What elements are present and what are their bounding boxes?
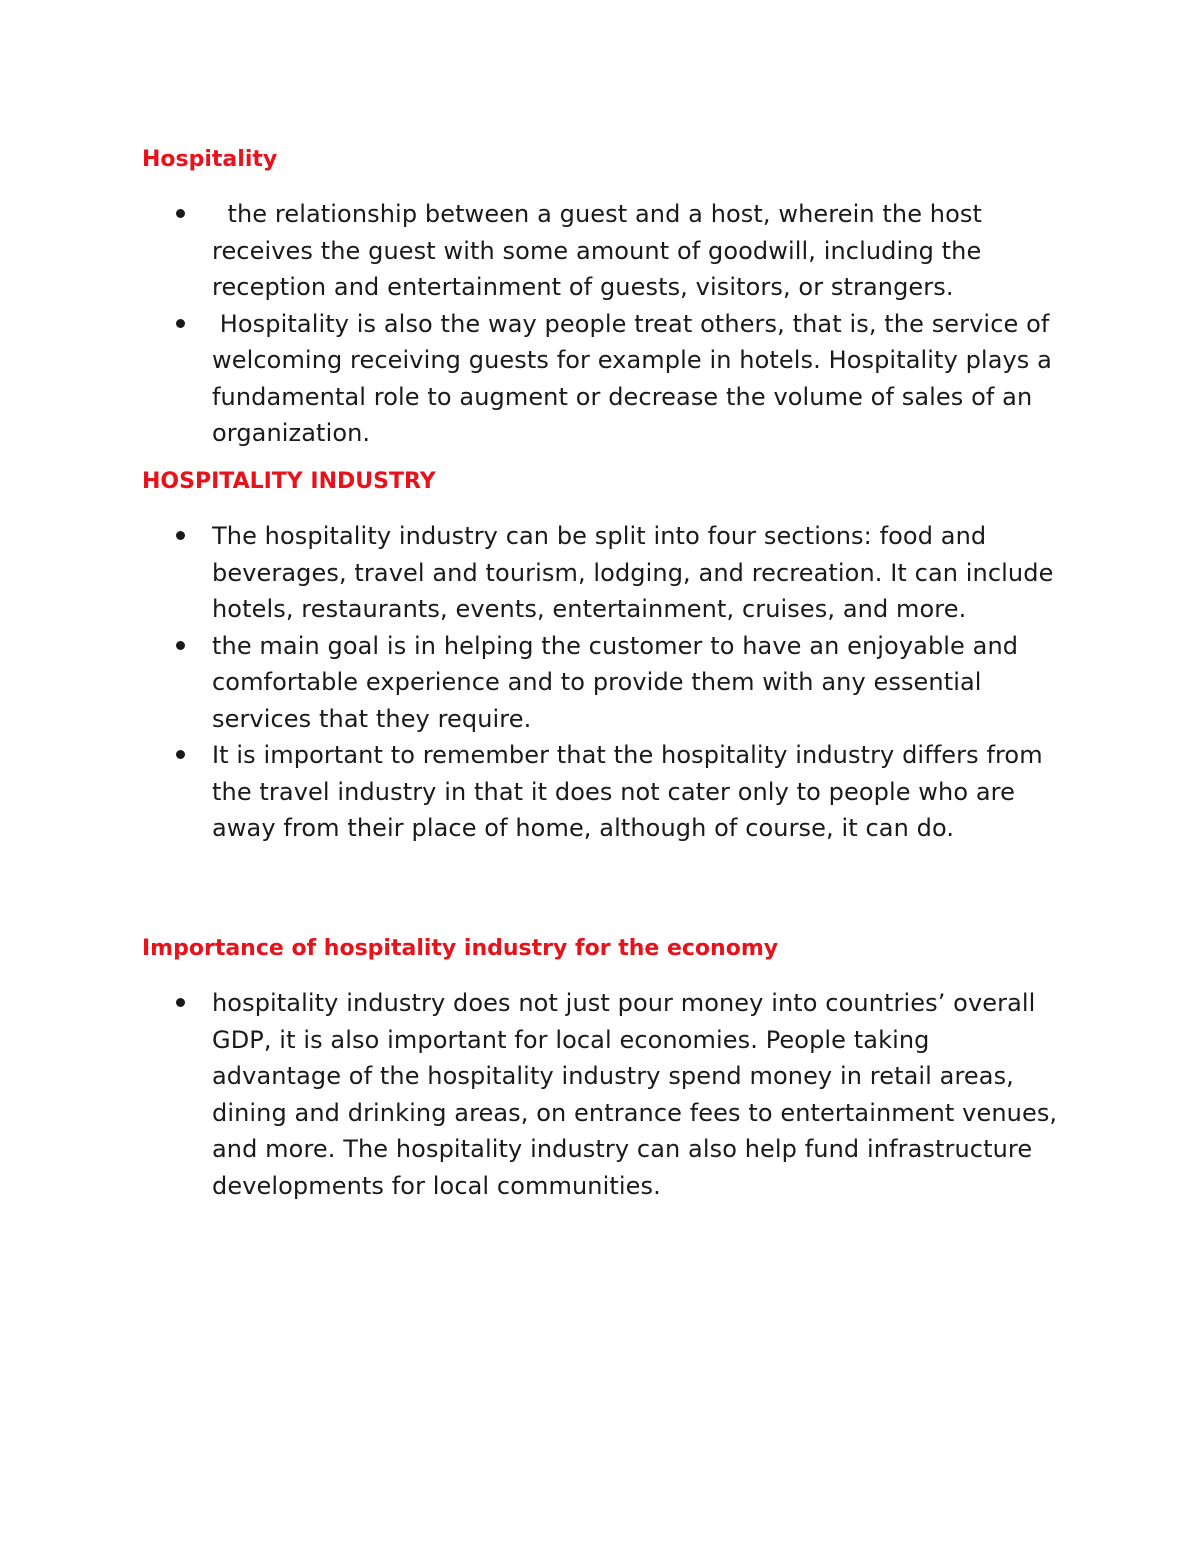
list-item	[142, 306, 1062, 452]
section-importance-economy	[142, 935, 1062, 1204]
bullet-list	[142, 196, 1062, 452]
bullet-list	[142, 985, 1062, 1204]
bullet-icon	[176, 531, 185, 540]
list-item-text: the main goal is in helping the customer to have an enjoyable and comfortable experience and to provide them with any essential services that they require.	[212, 631, 1019, 733]
list-item	[142, 196, 1062, 306]
section-hospitality-industry	[142, 468, 1062, 847]
list-item-text: Hospitality is also the way people treat others, that is, the service of welcoming receiving guests for example in hotels. Hospitality plays a fundamental role to augment or decrease the volume of sales of an organization.	[212, 309, 1060, 447]
bullet-icon	[176, 641, 185, 650]
section-heading: HOSPITALITY INDUSTRY	[142, 469, 436, 494]
bullet-list	[142, 518, 1062, 847]
bullet-icon	[176, 319, 185, 328]
section-heading: Importance of hospitality industry for the economy	[142, 936, 779, 961]
list-item-text: The hospitality industry can be split into four sections: food and beverages, travel and tourism, lodging, and recreation. It can include hotels, restaurants, events, entertainment, cruises, and more.	[212, 522, 1054, 623]
section-hospitality	[142, 146, 1062, 452]
bullet-icon	[176, 209, 185, 218]
section-heading: Hospitality	[142, 147, 278, 172]
list-item	[142, 985, 1062, 1204]
list-item-text: the relationship between a guest and a host, wherein the host receives the guest with some amount of goodwill, including the reception and entertainment of guests, visitors, or strangers.	[212, 200, 990, 301]
list-item-text: It is important to remember that the hospitality industry differs from the travel industry in that it does not cater only to people who are away from their place of home, although of course, it can do.	[212, 741, 1043, 842]
list-item	[142, 737, 1062, 847]
bullet-icon	[176, 750, 185, 759]
bullet-icon	[176, 998, 185, 1007]
list-item-text: hospitality industry does not just pour money into countries’ overall GDP, it is also important for local economies. People taking advantage of the hospitality industry spend money in retail areas, dining and drinking areas, on entrance fees to entertainment venues, and more. The hospitality industry can also help fund infrastructure developments for local communities.	[212, 989, 1058, 1200]
list-item	[142, 518, 1062, 628]
list-item	[142, 628, 1062, 738]
